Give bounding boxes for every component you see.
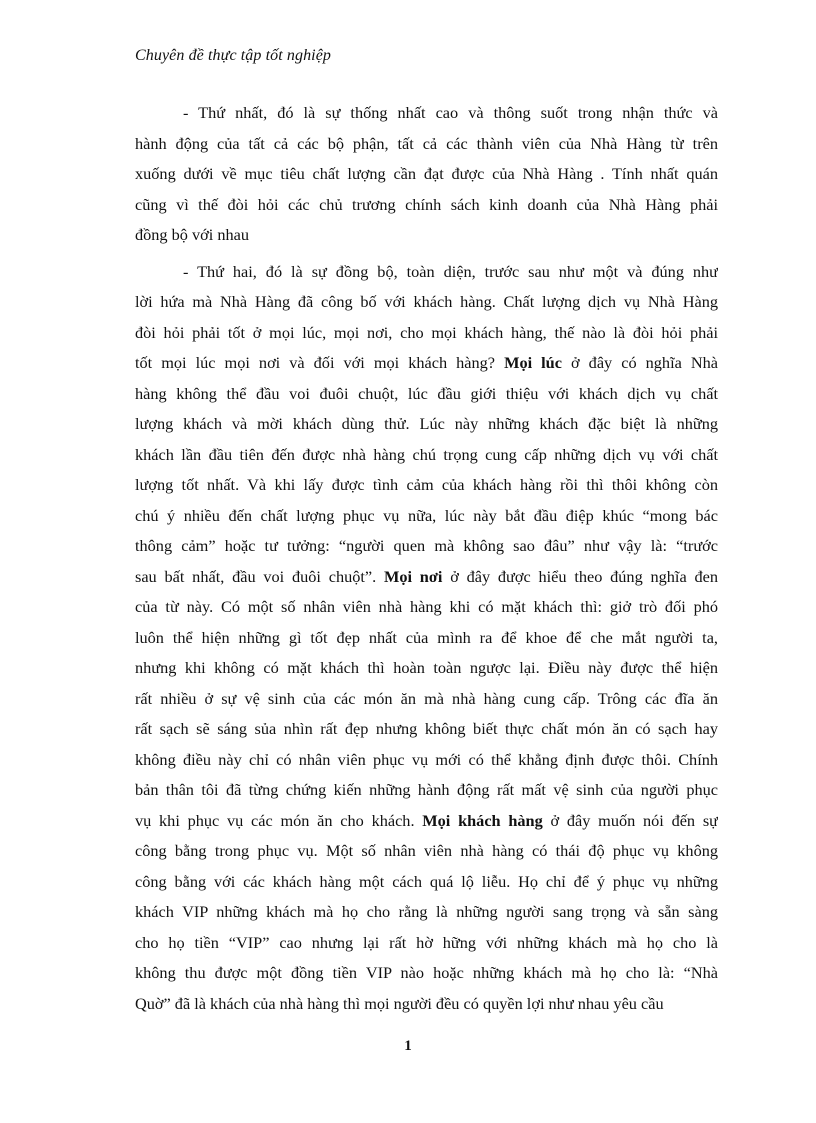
text-run: đòi hỏi phải tốt ở mọi lúc, mọi nơi, cho mọi khách hàng, thế nào là đòi hỏi phải <box>135 322 718 342</box>
text-line <box>135 531 718 562</box>
text-run: công bằng với các khách hàng một cách quá lộ liễu. Họ chỉ để ý phục vụ những <box>135 871 718 891</box>
text-run: công bằng trong phục vụ. Một số nhân viên nhà hàng có thái độ phục vụ không <box>135 841 718 860</box>
text-run: bản thân tôi đã từng chứng kiến những hành động rất mất vệ sinh của người phục <box>135 780 718 799</box>
text-line <box>135 897 718 928</box>
text-run: nhưng khi không có mặt khách thì hoàn toàn ngược lại. Điều này được thể hiện <box>135 658 718 677</box>
text-run: ở đây muốn nói đến sự <box>542 810 718 830</box>
bold-phrase: Mọi lúc <box>504 353 562 372</box>
text-run: thông cảm” hoặc tư tưởng: “người quen mà không sao đâu” như vậy là: “trước <box>135 536 718 555</box>
text-line <box>135 220 718 251</box>
text-run: vụ khi phục vụ các món ăn cho khách. <box>135 810 423 830</box>
text-line <box>135 409 718 440</box>
text-line <box>135 287 718 318</box>
page-number: 1 <box>404 1038 412 1054</box>
text-run: hành động của tất cả các bộ phận, tất cả các thành viên của Nhà Hàng từ trên <box>135 133 718 153</box>
text-line <box>135 318 718 349</box>
text-run: tốt mọi lúc mọi nơi và đối với mọi khách hàng? <box>135 353 505 372</box>
text-line <box>135 190 718 221</box>
text-run: chú ý nhiều đến chất lượng phục vụ nữa, lúc này bắt đầu điệp khúc “mong bác <box>135 505 718 525</box>
text-line <box>135 129 718 160</box>
text-line <box>135 867 718 898</box>
text-line <box>135 470 718 501</box>
bold-phrase: Mọi nơi <box>383 566 443 586</box>
text-line <box>135 501 718 532</box>
text-line <box>135 806 718 837</box>
text-run: của từ này. Có một số nhân viên nhà hàng khi có mặt khách thì: giở trò đối phó <box>135 597 718 616</box>
text-line <box>135 159 718 190</box>
text-line <box>135 592 718 623</box>
text-run: ở đây được hiểu theo đúng nghĩa đen <box>442 566 718 586</box>
text-run: không điều này chỉ có nhân viên phục vụ mới có thể khẳng định được thôi. Chính <box>135 749 718 769</box>
document-body <box>135 98 718 1025</box>
text-line <box>135 745 718 776</box>
text-line <box>135 836 718 867</box>
text-line <box>135 623 718 654</box>
text-run: xuống dưới về mục tiêu chất lượng cần đạt được của Nhà Hàng . Tính nhất quán <box>135 164 718 183</box>
text-run: - Thứ hai, đó là sự đồng bộ, toàn diện, trước sau như một và đúng như <box>183 261 718 281</box>
text-line <box>135 348 718 379</box>
text-run: cho họ tiền “VIP” cao nhưng lại rất hờ hững với những khách mà họ cho là <box>135 932 718 952</box>
paragraph <box>135 257 718 1020</box>
text-run: lượng khách và mời khách dùng thử. Lúc này những khách đặc biệt là những <box>135 414 718 433</box>
text-run: rất nhiều ở sự vệ sinh của các món ăn mà nhà hàng cung cấp. Trông các đĩa ăn <box>135 688 718 708</box>
text-line <box>135 684 718 715</box>
text-run: đồng bộ với nhau <box>135 225 249 244</box>
page-header: Chuyên đề thực tập tốt nghiệp <box>135 47 332 64</box>
text-run: khách lần đầu tiên đến được nhà hàng chú trọng cung cấp những dịch vụ với chất <box>135 444 718 464</box>
text-line <box>135 653 718 684</box>
text-run: không thu được một đồng tiền VIP nào hoặc những khách mà họ cho là: “Nhà <box>135 963 718 982</box>
text-line <box>135 775 718 806</box>
text-line <box>135 958 718 989</box>
paragraph <box>135 98 718 251</box>
text-run: khách VIP những khách mà họ cho rằng là những người sang trọng và sẵn sàng <box>135 902 718 921</box>
text-line <box>135 98 718 129</box>
text-run: hàng không thể đầu voi đuôi chuột, lúc đầu giới thiệu với khách dịch vụ chất <box>135 383 718 403</box>
text-run: lời hứa mà Nhà Hàng đã công bố với khách hàng. Chất lượng dịch vụ Nhà Hàng <box>135 292 718 311</box>
text-run: - Thứ nhất, đó là sự thống nhất cao và thông suốt trong nhận thức và <box>183 103 718 122</box>
text-run: luôn thể hiện những gì tốt đẹp nhất của mình ra để khoe để che mắt người ta, <box>135 627 718 647</box>
text-run: cũng vì thế đòi hỏi các chủ trương chính sách kinh doanh của Nhà Hàng phải <box>135 194 718 214</box>
text-run: Quờ” đã là khách của nhà hàng thì mọi người đều có quyền lợi như nhau yêu cầu <box>135 993 664 1013</box>
text-line <box>135 379 718 410</box>
text-line <box>135 714 718 745</box>
text-line <box>135 928 718 959</box>
text-line <box>135 562 718 593</box>
text-line <box>135 989 718 1020</box>
text-line <box>135 440 718 471</box>
text-run: ở đây có nghĩa Nhà <box>561 353 718 372</box>
text-run: lượng tốt nhất. Và khi lấy được tình cảm của khách hàng rồi thì thôi không còn <box>135 475 718 494</box>
text-line <box>135 257 718 288</box>
text-run: rất sạch sẽ sáng sủa nhìn rất đẹp nhưng không biết thực chất món ăn có sạch hay <box>135 719 718 738</box>
bold-phrase: Mọi khách hàng <box>422 810 543 830</box>
text-run: sau bất nhất, đầu voi đuôi chuột”. <box>135 566 384 586</box>
